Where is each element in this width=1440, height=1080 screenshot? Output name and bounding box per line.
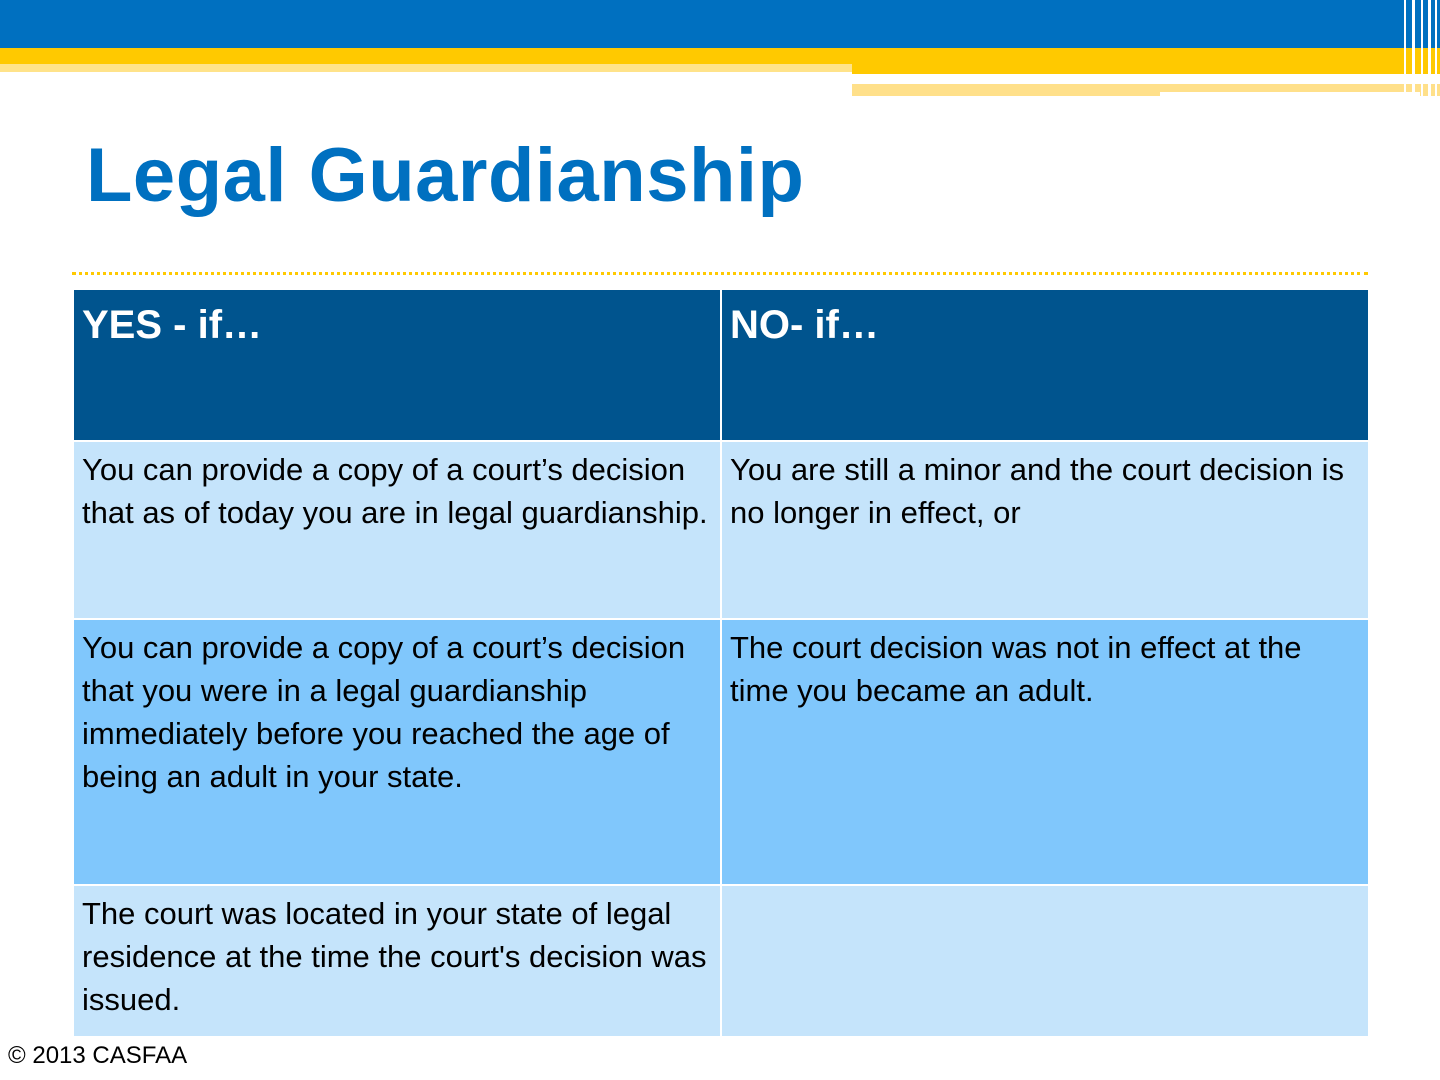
header-band-yellow-right [852,64,1440,74]
no-cell-empty [721,885,1369,1037]
header-yes: YES - if… [73,289,721,441]
no-cell: You are still a minor and the court decision is no longer in effect, or [721,441,1369,619]
table-row [73,441,1369,619]
header-no: NO- if… [721,289,1369,441]
no-cell: The court decision was not in effect at the time you became an adult. [721,619,1369,885]
table-row [73,885,1369,1037]
table-row [73,619,1369,885]
header-band-yellow [0,48,1440,64]
guardianship-table [72,288,1370,1038]
header-band-blue [0,0,1440,48]
slide-title: Legal Guardianship [86,133,805,218]
header-band-divider-lower [1160,92,1420,96]
title-divider [72,272,1368,275]
header-band-divider [852,77,1334,81]
yes-cell: You can provide a copy of a court’s decision that as of today you are in legal guardianship. [73,441,721,619]
yes-cell: You can provide a copy of a court’s decision that you were in a legal guardianship immediately before you reached the age of being an adult in your state. [73,619,721,885]
header-stripes [1400,0,1440,100]
copyright-footer: © 2013 CASFAA [8,1042,188,1069]
header-band-yellow-light [0,64,852,72]
table-header-row [73,289,1369,441]
yes-cell: The court was located in your state of legal residence at the time the court's decision was issued. [73,885,721,1037]
